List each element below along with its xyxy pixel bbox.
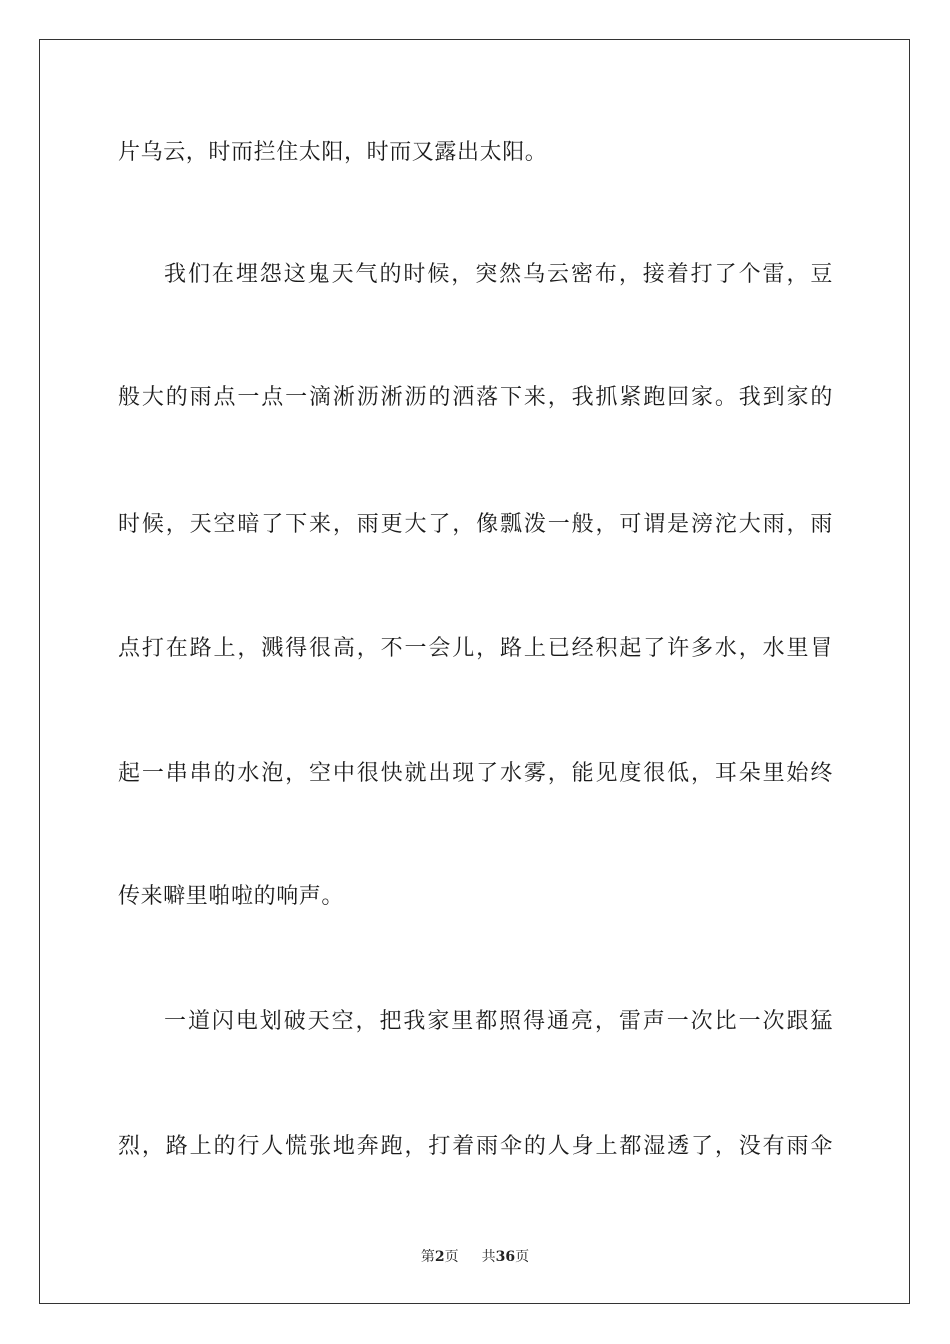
- page-number: [421, 1249, 463, 1265]
- page-suffix: 页: [444, 1249, 459, 1265]
- paragraph-start-line: 一道闪电划破天空，把我家里都照得通亮，雷声一次比一次跟猛: [164, 1009, 833, 1034]
- page-total: [482, 1249, 529, 1265]
- total-prefix: 共: [481, 1249, 496, 1265]
- total-page-count: 36: [495, 1249, 516, 1265]
- text-line: 片乌云，时而拦住太阳，时而又露出太阳。: [118, 140, 548, 165]
- text-line: 般大的雨点一点一滴淅沥淅沥的洒落下来，我抓紧跑回家。我到家的: [118, 385, 833, 410]
- text-line: 时候，天空暗了下来，雨更大了，像瓢泼一般，可谓是滂沱大雨，雨: [118, 512, 833, 537]
- current-page-number: 2: [434, 1249, 445, 1265]
- text-line: 点打在路上，溅得很高，不一会儿，路上已经积起了许多水，水里冒: [118, 636, 833, 661]
- text-line: 传来噼里啪啦的响声。: [118, 884, 345, 909]
- total-suffix: 页: [515, 1249, 530, 1265]
- paragraph-start-line: 我们在埋怨这鬼天气的时候，突然乌云密布，接着打了个雷，豆: [164, 262, 833, 287]
- page-footer: [0, 1247, 950, 1267]
- text-line: 起一串串的水泡，空中很快就出现了水雾，能见度很低，耳朵里始终: [118, 761, 833, 786]
- page-border: [39, 39, 910, 1304]
- page-prefix: 第: [420, 1249, 435, 1265]
- text-line: 烈，路上的行人慌张地奔跑，打着雨伞的人身上都湿透了，没有雨伞: [118, 1134, 833, 1159]
